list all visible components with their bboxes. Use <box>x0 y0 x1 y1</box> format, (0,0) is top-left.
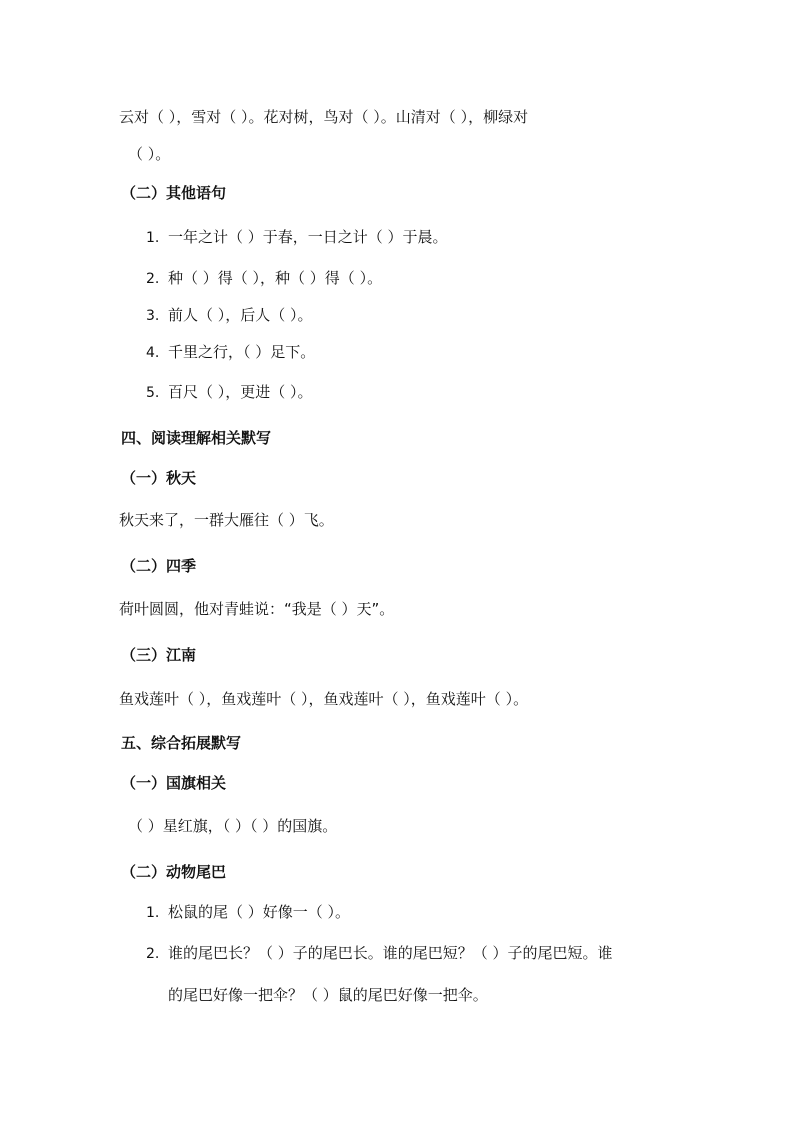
subsection-title-other-sentences: （二）其他语句 <box>121 184 227 202</box>
list-item-number: 5. <box>146 385 160 401</box>
list-item-text: 种（ ）得（ ），种（ ）得（ ）。 <box>168 269 383 287</box>
subsection-title-autumn: （一）秋天 <box>121 469 197 487</box>
list-item-number: 1. <box>146 230 160 246</box>
jiangnan-text: 鱼戏莲叶（ ），鱼戏莲叶（ ），鱼戏莲叶（ ），鱼戏莲叶（ ）。 <box>119 690 529 708</box>
seasons-text: 荷叶圆圆，他对青蛙说：“我是（ ）天”。 <box>119 600 395 618</box>
subsection-title-tails: （二）动物尾巴 <box>121 863 227 881</box>
list-item-text: 谁的尾巴长？（ ）子的尾巴长。谁的尾巴短？（ ）子的尾巴短。谁 <box>168 944 613 962</box>
list-item-number: 3. <box>146 308 160 324</box>
subsection-title-seasons: （二）四季 <box>121 557 197 575</box>
couplet-line-1: 云对（ ），雪对（ ）。花对树，鸟对（ ）。山清对（ ），柳绿对 <box>119 108 529 126</box>
list-item-number: 2. <box>146 271 160 287</box>
list-item-number: 4. <box>146 345 160 361</box>
couplet-line-2: （ ）。 <box>128 145 171 163</box>
list-item-text: 百尺（ ），更进（ ）。 <box>168 383 313 401</box>
section-title-reading: 四、阅读理解相关默写 <box>121 429 272 447</box>
list-item-number: 2. <box>146 946 160 962</box>
subsection-title-jiangnan: （三）江南 <box>121 646 197 664</box>
autumn-text: 秋天来了，一群大雁往（ ）飞。 <box>119 511 334 529</box>
list-item-text: 一年之计（ ）于春，一日之计（ ）于晨。 <box>168 228 448 246</box>
list-item-text: 松鼠的尾（ ）好像一（ ）。 <box>168 903 351 921</box>
list-item-text: 前人（ ），后人（ ）。 <box>168 306 313 324</box>
list-item-number: 1. <box>146 905 160 921</box>
list-item-text-continued: 的尾巴好像一把伞？（ ）鼠的尾巴好像一把伞。 <box>168 986 488 1004</box>
section-title-extension: 五、综合拓展默写 <box>121 734 242 752</box>
subsection-title-flag: （一）国旗相关 <box>121 774 227 792</box>
list-item-text: 千里之行，（ ）足下。 <box>168 343 316 361</box>
flag-text: （ ）星红旗，（ ）（ ）的国旗。 <box>128 817 338 835</box>
